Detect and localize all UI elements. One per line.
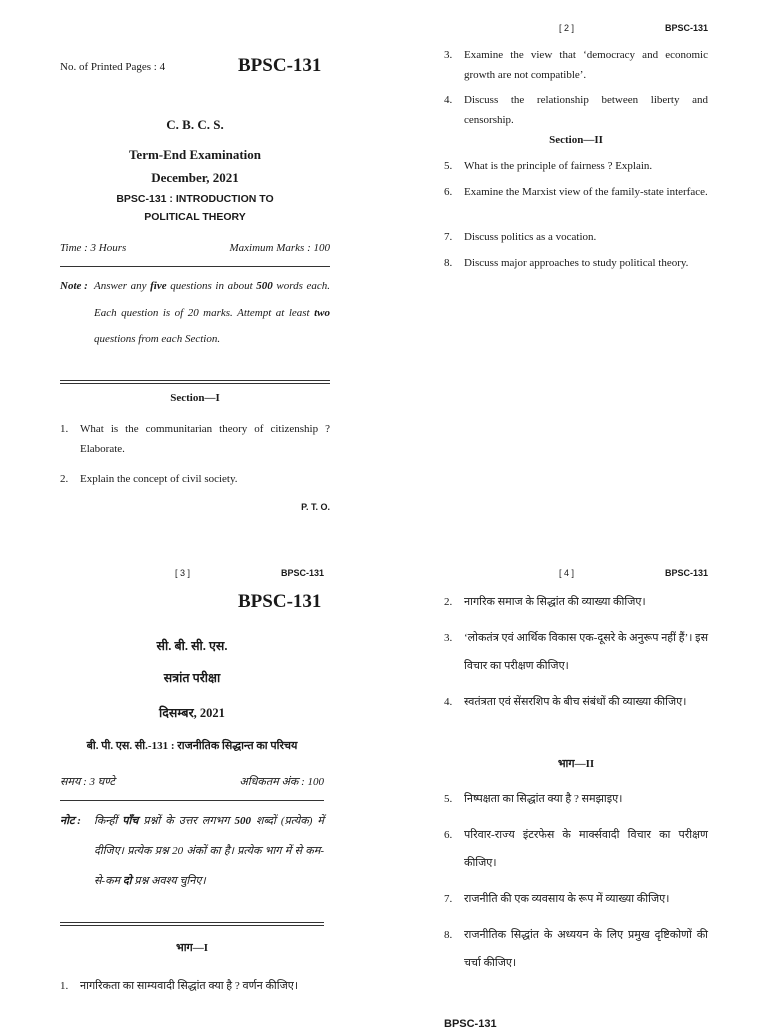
cbcs-title: सी. बी. सी. एस. [156, 639, 228, 653]
section-heading: Section—I [170, 392, 220, 404]
course-title: बी. पी. एस. सी.-131 : राजनीतिक सिद्धान्त का परिचय [86, 740, 298, 752]
question-8: 8. राजनीतिक सिद्धांत के अध्ययन के लिए प्रमुख दृष्टिकोणों की चर्चा कीजिए। [444, 929, 708, 969]
paper-code: BPSC-131 [238, 55, 322, 76]
page-number: [ 2 ] [559, 23, 575, 33]
page-3 [60, 560, 324, 1024]
header-code: BPSC-131 [664, 568, 708, 578]
note-label: नोट : [60, 815, 81, 827]
exam-date: दिसम्बर, 2021 [159, 706, 225, 720]
section-heading: भाग—I [175, 942, 209, 954]
page-header [444, 568, 708, 584]
question-3: 3. ‘लोकतंत्र एवं आर्थिक विकास एक-दूसरे के अनुरूप नहीं हैं’। इस विचार का परीक्षण कीजिए। [444, 632, 709, 672]
question-8: 8. Discuss major approaches to study political theory. [444, 257, 689, 269]
time-allowed: Time : 3 Hours [60, 242, 127, 254]
page-header [60, 568, 324, 584]
question-4: 4. Discuss the relationship between liberty and censorship. [444, 94, 708, 126]
double-divider [60, 922, 324, 926]
note-two: दो [122, 875, 132, 887]
time-allowed: समय : 3 घण्टे [60, 776, 115, 788]
question-4: 4. स्वतंत्रता एवं सेंसरशिप के बीच संबंधों की व्याख्या कीजिए। [444, 696, 687, 708]
double-divider [60, 380, 330, 384]
page-number: [ 3 ] [175, 568, 191, 578]
page-1 [60, 0, 330, 520]
note-two: two [314, 306, 330, 319]
question-3: 3. Examine the view that ‘democracy and economic growth are not compatible’. [444, 49, 708, 81]
instructions-note: नोट : किन्हीं पाँच प्रश्नों के उत्तर लगभग 500 शब्दों (प्रत्येक) में दीजिए। प्रत्येक प्रश्न 20 अंकों का है। प्रत्येक भाग में से कम-से-कम दो प्रश्न अवश्य चुनिए। [60, 806, 324, 896]
pto-label: P. T. O. [301, 502, 330, 512]
question-2: 2. नागरिक समाज के सिद्धांत की व्याख्या कीजिए। [444, 596, 646, 608]
note-500: 500 [234, 815, 251, 827]
question-1: 1. नागरिकता का साम्यवादी सिद्धांत क्या है ? वर्णन कीजिए। [60, 980, 299, 992]
printed-pages: No. of Printed Pages : 4 [60, 61, 166, 73]
page-2 [444, 0, 708, 300]
question-5: 5. What is the principle of fairness ? Explain. [444, 160, 653, 172]
exam-title: सत्रांत परीक्षा [163, 671, 221, 685]
instructions-note: Note : Answer any five questions in about 500 words each. Each question is of 20 marks. Attempt at least two questions from each Section. [60, 273, 330, 353]
maximum-marks: Maximum Marks : 100 [229, 242, 330, 254]
question-7: 7. Discuss politics as a vocation. [444, 231, 597, 243]
question-7: 7. राजनीति की एक व्यवसाय के रूप में व्याख्या कीजिए। [444, 893, 670, 905]
question-2: 2. Explain the concept of civil society. [60, 473, 238, 485]
question-1: 1. What is the communitarian theory of citizenship ? Elaborate. [60, 423, 330, 455]
section-heading: भाग—II [557, 758, 595, 770]
note-label: Note : [60, 280, 88, 292]
note-five: five [150, 280, 167, 292]
section-heading: Section—II [549, 134, 603, 146]
note-500: 500 [256, 280, 273, 292]
page-number: [ 4 ] [559, 568, 575, 578]
header-code: BPSC-131 [280, 568, 324, 578]
page-header [444, 23, 708, 39]
course-title-line1: BPSC-131 : INTRODUCTION TO [116, 193, 274, 205]
cbcs-title: C. B. C. S. [166, 117, 224, 132]
exam-date: December, 2021 [151, 170, 239, 185]
note-five: पाँच [122, 815, 139, 827]
page-footer-code: BPSC-131 [444, 1018, 497, 1030]
divider [60, 266, 330, 267]
divider [60, 800, 324, 801]
exam-title: Term-End Examination [128, 147, 262, 162]
course-title-line2: POLITICAL THEORY [144, 211, 246, 223]
question-6: 6. परिवार-राज्य इंटरफेस के मार्क्सवादी विचार का परीक्षण कीजिए। [444, 829, 708, 869]
header-code: BPSC-131 [664, 23, 708, 33]
question-6: 6. Examine the Marxist view of the family-state interface. [444, 186, 708, 198]
page-4 [444, 560, 708, 980]
question-5: 5. निष्पक्षता का सिद्धांत क्या है ? समझाइए। [444, 793, 623, 805]
maximum-marks: अधिकतम अंक : 100 [239, 776, 324, 788]
paper-code: BPSC-131 [238, 591, 322, 612]
